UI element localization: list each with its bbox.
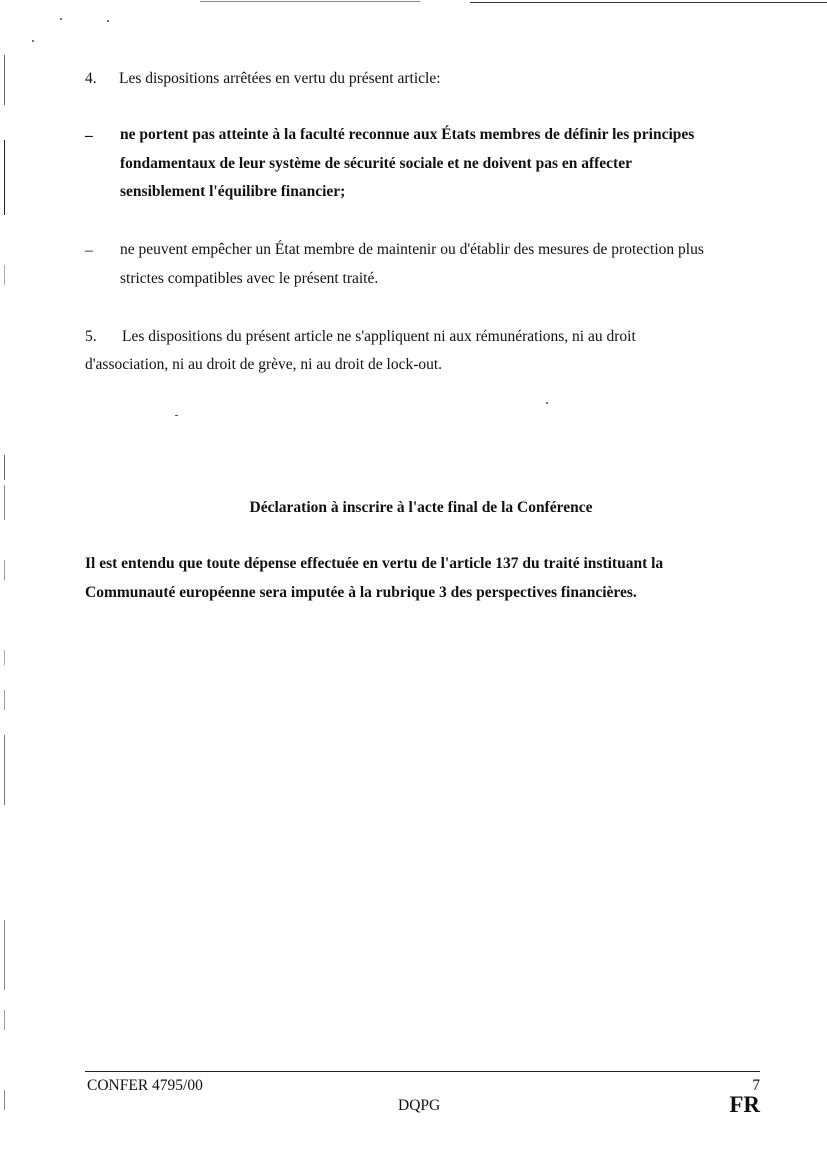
margin-mark — [4, 650, 5, 665]
scan-speck — [175, 415, 178, 416]
declaration-line: Il est entendu que toute dépense effectuée en vertu de l'article 137 du traité instituant la — [85, 555, 664, 572]
bullet-2-text — [120, 236, 704, 293]
scan-speck — [32, 40, 34, 42]
item-4-intro: Les dispositions arrêtées en vertu du présent article: — [119, 70, 441, 87]
bullet-2-line: strictes compatibles avec le présent traité. — [120, 269, 379, 287]
margin-mark — [4, 265, 5, 285]
footer-rule — [85, 1071, 760, 1072]
footer-page-number: 7 — [752, 1077, 760, 1094]
bullet-1-line: ne portent pas atteinte à la faculté reconnue aux États membres de définir les principes — [120, 126, 695, 143]
bullet-1-dash: – — [85, 127, 93, 144]
declaration-text — [85, 550, 663, 607]
margin-mark — [4, 690, 5, 710]
margin-mark — [4, 1090, 5, 1110]
bullet-2-line: ne peuvent empêcher un État membre de maintenir ou d'établir des mesures de protection plus — [120, 241, 704, 258]
declaration-heading: Déclaration à inscrire à l'acte final de la Conférence — [249, 499, 593, 516]
footer-language: FR — [729, 1092, 760, 1117]
scan-speck — [546, 402, 548, 404]
margin-mark — [4, 735, 5, 805]
bullet-1-line: fondamentaux de leur système de sécurité sociale et ne doivent pas en affecter — [120, 154, 632, 172]
scan-speck — [107, 20, 109, 22]
item-5-line-2: d'association, ni au droit de grève, ni au droit de lock-out. — [85, 356, 443, 373]
footer-department: DQPG — [398, 1097, 441, 1114]
item-5-number: 5. — [85, 328, 97, 345]
margin-mark — [4, 920, 5, 990]
footer-reference: CONFER 4795/00 — [87, 1077, 203, 1094]
bullet-1-line: sensiblement l'équilibre financier; — [120, 183, 346, 200]
margin-mark — [4, 455, 5, 480]
declaration-line: Communauté européenne sera imputée à la rubrique 3 des perspectives financières. — [85, 583, 637, 601]
scan-artifact-line — [470, 2, 827, 3]
bullet-2-dash: – — [85, 242, 93, 259]
margin-mark — [4, 1010, 5, 1030]
scan-speck — [60, 18, 62, 20]
margin-mark — [4, 55, 5, 105]
item-4-number: 4. — [85, 70, 97, 87]
scan-artifact-line — [200, 1, 420, 2]
margin-mark — [4, 560, 5, 580]
bullet-1-text — [120, 121, 694, 207]
item-5-line-1: Les dispositions du présent article ne s'appliquent ni aux rémunérations, ni au droit — [122, 328, 636, 345]
margin-mark — [4, 140, 5, 215]
